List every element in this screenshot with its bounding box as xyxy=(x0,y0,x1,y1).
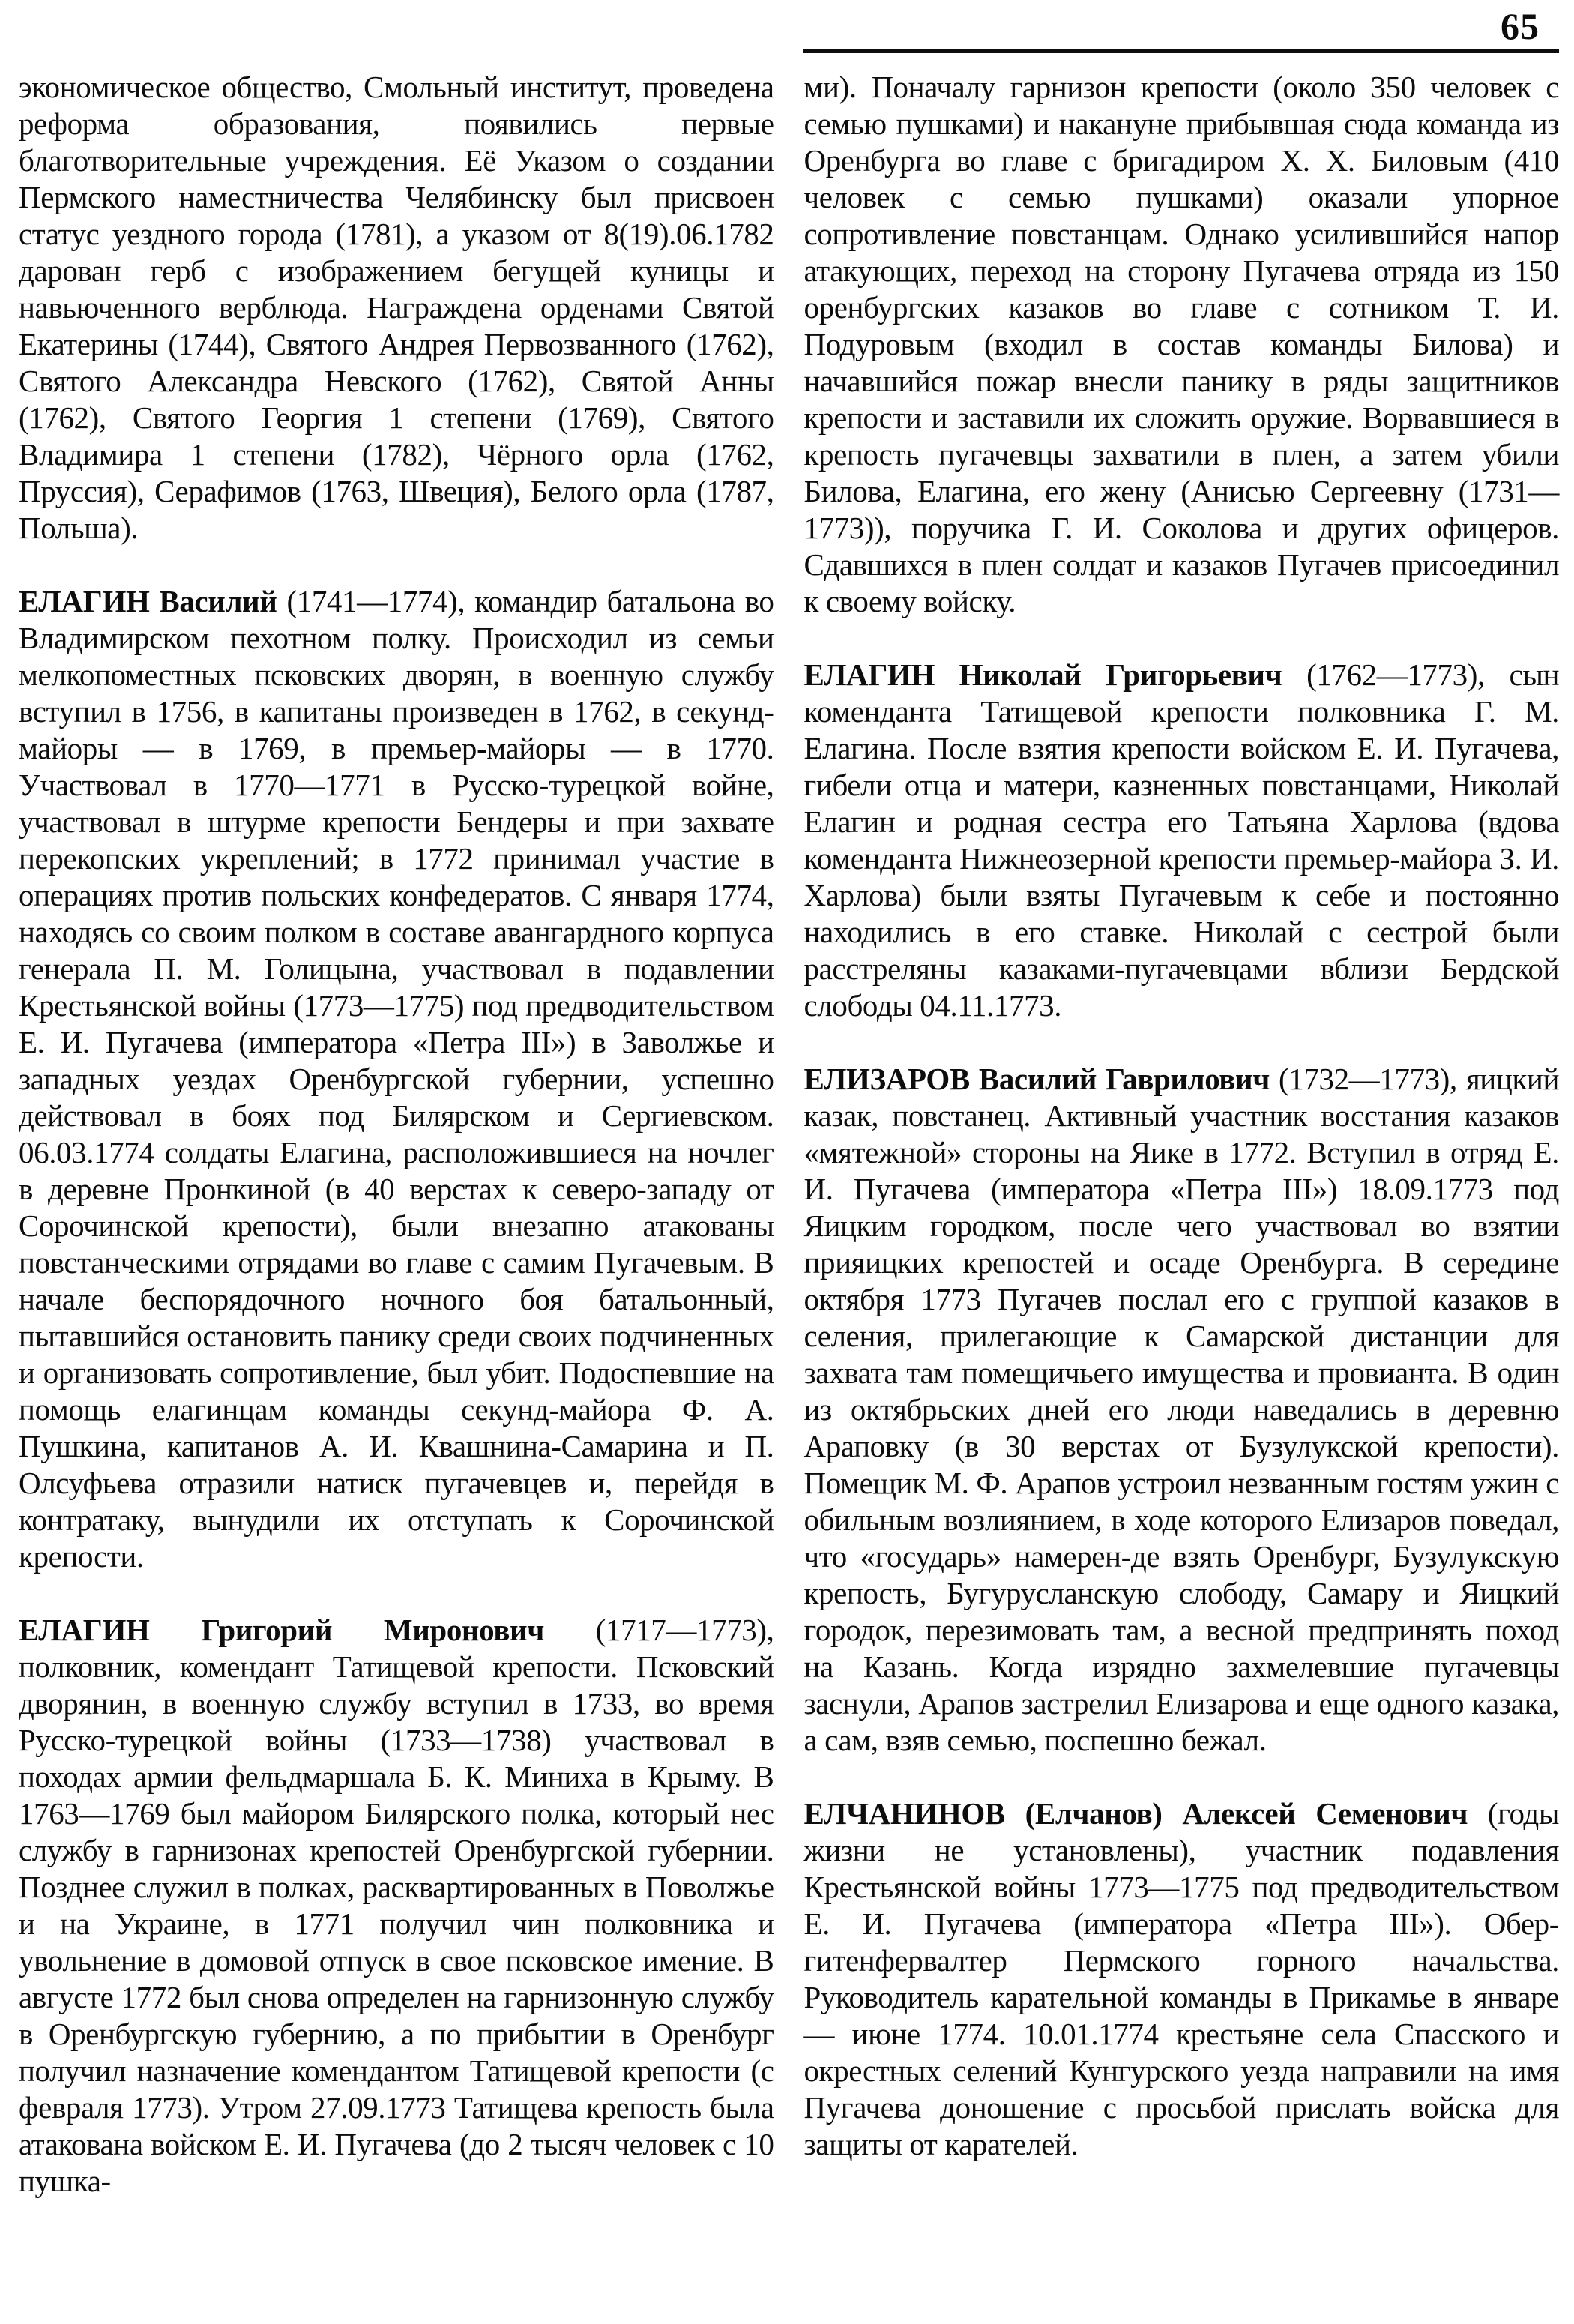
text-columns xyxy=(19,69,1559,2200)
entry-paragraph: ЕЛАГИН Василий (1741—1774), командир батальона во Владимирском пехотном полку. Происходил из семьи мелкопоместных псковских дворян, в военную службу вступил в 1756, в капитаны произведен в 1762, в секунд-майоры — в 1769, в премьер-майоры — в 1770. Участвовал в 1770—1771 в Русско-турецкой войне, участвовал в штурме крепости Бендеры и при захвате перекопских укреплений; в 1772 принимал участие в операциях против польских конфедератов. С января 1774, находясь со своим полком в составе авангардного корпуса генерала П. М. Голицына, участвовал в подавлении Крестьянской войны (1773—1775) под предводительством Е. И. Пугачева (императора «Петра III») в Заволжье и западных уездах Оренбургской губернии, успешно действовал в боях под Билярском и Сергиевском. 06.03.1774 солдаты Елагина, расположившиеся на ночлег в деревне Пронкиной (в 40 верстах к северо-западу от Сорочинской крепости), были внезапно атакованы повстанческими отрядами во главе с самим Пугачевым. В начале беспорядочного ночного боя батальонный, пытавшийся остановить панику среди своих подчиненных и организовать сопротивление, был убит. Подоспевшие на помощь елагинцам команды секунд-майора Ф. А. Пушкина, капитанов А. И. Квашнина-Самарина и П. Олсуфьева отразили натиск пугачевцев и, перейдя в контратаку, вынудили их отступать к Сорочинской крепости. xyxy=(19,584,774,1574)
entry-paragraph: ЕЛИЗАРОВ Василий Гаврилович (1732—1773), яицкий казак, повстанец. Активный участник восстания казаков «мятежной» стороны на Яике в 1772. Вступил в отряд Е. И. Пугачева (императора «Петра III») 18.09.1773 под Яицким городком, после чего участвовал во взятии прияицких крепостей и осаде Оренбурга. В середине октября 1773 Пугачев послал его с группой казаков в селения, прилегающие к Самарской дистанции для захвата там помещичьего имущества и провианта. В один из октябрьских дней его люди наведались в деревню Араповку (в 30 верстах от Бузулукской крепости). Помещик М. Ф. Арапов устроил незванным гостям ужин с обильным возлиянием, в ходе которого Елизаров поведал, что «государь» намерен-де взять Оренбург, Бузулукскую крепость, Бугурусланскую слободу, Самару и Яицкий городок, перезимовать там, а весной предпринять поход на Казань. Когда изрядно захмелевшие пугачевцы заснули, Арапов застрелил Елизарова и еще одного казака, а сам, взяв семью, поспешно бежал. xyxy=(803,1062,1559,1757)
entry-paragraph: ЕЛАГИН Григорий Миронович (1717—1773), полковник, комендант Татищевой крепости. Псковский дворянин, в военную службу вступил в 1733, во время Русско-турецкой войны (1733—1738) участвовал в походах армии фельдмаршала Б. К. Миниха в Крыму. В 1763—1769 был майором Билярского полка, который нес службу в гарнизонах крепостей Оренбургской губернии. Позднее служил в полках, расквартированных в Поволжье и на Украине, в 1771 получил чин полковника и увольнение в домовой отпуск в свое псковское имение. В августе 1772 был снова определен на гарнизонную службу в Оренбургскую губернию, а по прибытии в Оренбург получил назначение комендантом Татищевой крепости (с февраля 1773). Утром 27.09.1773 Татищева крепость была атакована войском Е. И. Пугачева (до 2 тысяч человек с 10 пушка- xyxy=(19,1613,774,2198)
entry-paragraph: ЕЛАГИН Николай Григорьевич (1762—1773), сын коменданта Татищевой крепости полковника Г. М. Елагина. После взятия крепости войском Е. И. Пугачева, гибели отца и матери, казненных повстанцами, Николай Елагин и родная сестра его Татьяна Харлова (вдова коменданта Нижнеозерной крепости премьер-майора З. И. Харлова) были взяты Пугачевым к себе и постоянно находились в его ставке. Николай с сестрой были расстреляны казаками-пугачевцами вблизи Бердской слободы 04.11.1773. xyxy=(803,657,1560,1023)
entry-headword: ЕЛАГИН Василий xyxy=(19,584,287,618)
entry-headword: ЕЛИЗАРОВ Василий Гаврилович xyxy=(803,1062,1279,1096)
entry-paragraph: ЕЛЧАНИНОВ (Елчанов) Алексей Семенович (годы жизни не установлены), участник подавления Крестьянской войны 1773—1775 под предводительством Е. И. Пугачева (императора «Петра III»). Обер-гитенфервалтер Пермского горного начальства. Руководитель карательной команды в Прикамье в январе — июне 1774. 10.01.1774 крестьяне села Спасского и окрестных селений Кунгурского уезда направили на имя Пугачева доношение с просьбой прислать войска для защиты от карателей. xyxy=(803,1796,1559,2161)
page-number: 65 xyxy=(1501,5,1540,47)
header-rule xyxy=(803,49,1559,53)
right-column xyxy=(804,69,1560,2200)
entry-headword: ЕЛЧАНИНОВ (Елчанов) Алексей Семенович xyxy=(803,1796,1488,1831)
entry-headword: ЕЛАГИН Григорий Миронович xyxy=(19,1613,596,1647)
entry-headword: ЕЛАГИН Николай Григорьевич xyxy=(803,657,1307,692)
left-column xyxy=(19,69,774,2200)
continuation-paragraph: экономическое общество, Смольный институт, проведена реформа образования, появились первые благотворительные учреждения. Её Указом о создании Пермского наместничества Челябинску был присвоен статус уездного города (1781), а указом от 8(19).06.1782 дарован герб с изображением бегущей куницы и навьюченного верблюда. Награждена орденами Святой Екатерины (1744), Святого Андрея Первозванного (1762), Святого Александра Невского (1762), Святой Анны (1762), Святого Георгия 1 степени (1769), Святого Владимира 1 степени (1782), Чёрного орла (1762, Пруссия), Серафимов (1763, Швеция), Белого орла (1787, Польша). xyxy=(19,70,774,545)
continuation-paragraph: ми). Поначалу гарнизон крепости (около 350 человек с семью пушками) и накануне прибывшая сюда команда из Оренбурга во главе с бригадиром Х. Х. Биловым (410 человек с семью пушками) оказали упорное сопротивление повстанцам. Однако усилившийся напор атакующих, переход на сторону Пугачева отряда из 150 оренбургских казаков во главе с сотником Т. И. Подуровым (входил в состав команды Билова) и начавшийся пожар внесли панику в ряды защитников крепости и заставили их сложить оружие. Ворвавшиеся в крепость пугачевцы захватили в плен, а затем убили Билова, Елагина, его жену (Анисью Сергеевну (1731—1773)), поручика Г. И. Соколова и других офицеров. Сдавшихся в плен солдат и казаков Пугачев присоединил к своему войску. xyxy=(803,70,1559,618)
